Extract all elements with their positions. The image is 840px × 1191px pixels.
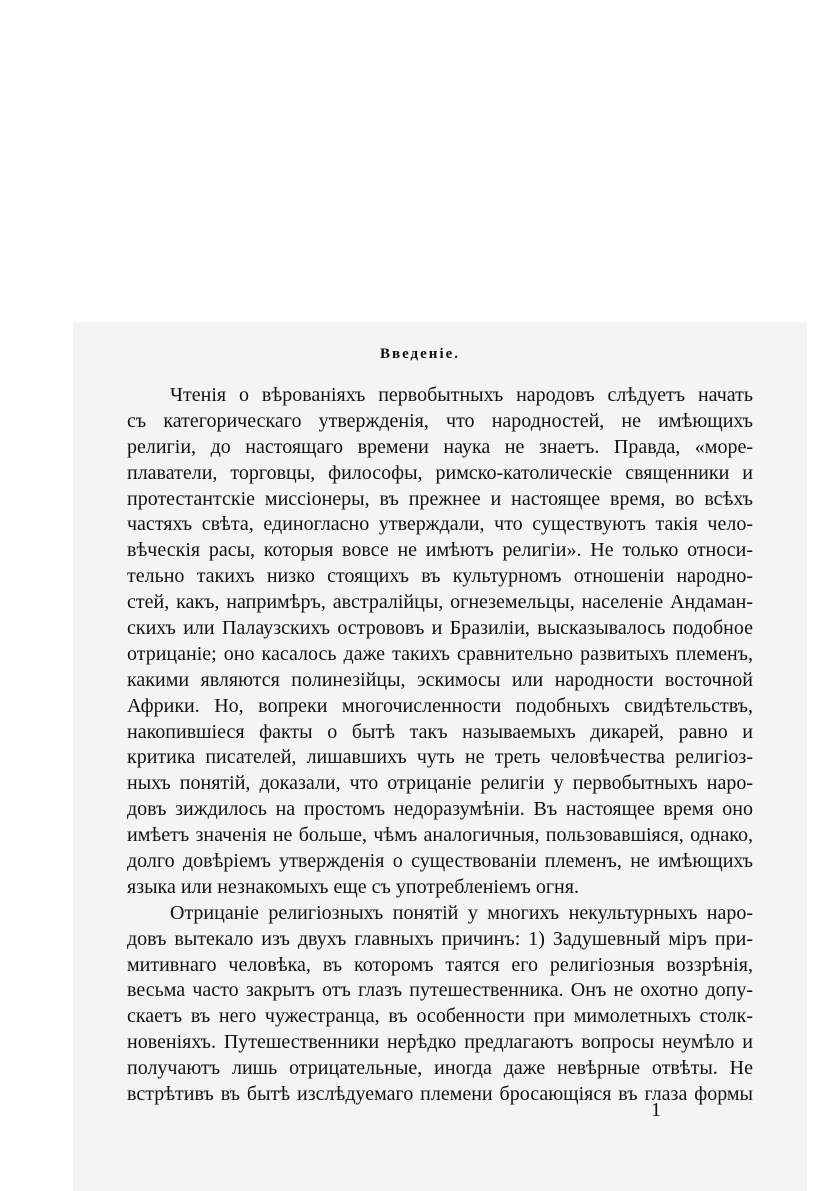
text-line: Чтенія о вѣрованіяхъ первобытныхъ народовъ слѣдуетъ начать (170, 384, 753, 406)
text-line: частяхъ свѣта, единогласно утверждали, что существуютъ такія чело- (127, 513, 753, 536)
text-line: весьма часто закрытъ отъ глазъ путешественника. Онъ не охотно допу- (127, 979, 753, 1002)
page-number: 1 (651, 1099, 661, 1121)
text-line: получаютъ лишь отрицательные, иногда даже невѣрные отвѣты. Не (127, 1057, 753, 1080)
paragraph-2 (127, 901, 753, 1108)
text-line: Отрицаніе религіозныхъ понятій у многихъ некультурныхъ наро- (170, 901, 753, 924)
text-line: митивнаго человѣка, въ которомъ таятся его религіозныя воззрѣнія, (127, 953, 753, 976)
text-line: новеніяхъ. Путешественники нерѣдко предлагаютъ вопросы неумѣло и (127, 1031, 753, 1054)
text-line: отрицаніе; оно касалось даже такихъ сравнительно развитыхъ племенъ, (127, 642, 753, 665)
text-line: ныхъ понятій, доказали, что отрицаніе религіи у первобытныхъ наро- (127, 772, 753, 795)
text-line: скихъ или Палаузскихъ острововъ и Бразиліи, высказывалось подобное (127, 617, 753, 640)
text-line: протестантскіе миссіонеры, въ прежнее и настоящее время, во всѣхъ (127, 487, 753, 510)
page-heading: Введеніе. (379, 346, 461, 362)
body-text (127, 383, 753, 1108)
text-line: съ категорическаго утвержденія, что народностей, не имѣющихъ (127, 409, 753, 432)
text-line: какими являются полинезійцы, эскимосы или народности восточной (127, 668, 753, 691)
text-line: языка или незнакомыхъ еще съ употребленіемъ огня. (127, 875, 579, 898)
text-line: довъ вытекало изъ двухъ главныхъ причинъ: 1) Задушевный міръ при- (127, 927, 753, 950)
text-line: вѣческія расы, которыя вовсе не имѣютъ религіи». Не только относи- (127, 539, 753, 562)
paragraph-1 (127, 383, 753, 901)
text-line: критика писателей, лишавшихъ чуть не треть человѣчества религіоз- (127, 746, 753, 769)
text-line: стей, какъ, напримѣръ, австралійцы, огнеземельцы, населеніе Андаман- (127, 591, 753, 614)
text-line: довъ зиждилось на простомъ недоразумѣніи. Въ настоящее время оно (127, 798, 753, 821)
text-line: скаетъ въ него чужестранца, въ особенности при мимолетныхъ столк- (127, 1005, 753, 1028)
text-line: религіи, до настоящаго времени наука не знаетъ. Правда, «море- (127, 435, 753, 458)
text-line: накопившіеся факты о бытѣ такъ называемыхъ дикарей, равно и (127, 720, 753, 743)
text-line: Африки. Но, вопреки многочисленности подобныхъ свидѣтельствъ, (127, 694, 753, 717)
text-line: тельно такихъ низко стоящихъ въ культурномъ отношеніи народно- (127, 565, 753, 588)
text-line: плаватели, торговцы, философы, римско-католическіе священники и (127, 461, 753, 484)
text-line: имѣетъ значенія не больше, чѣмъ аналогичныя, пользовавшіяся, однако, (127, 824, 753, 847)
text-line: встрѣтивъ въ бытѣ изслѣдуемаго племени бросающіяся въ глаза формы (127, 1083, 753, 1106)
text-line: долго довѣріемъ утвержденія о существованіи племенъ, не имѣющихъ (127, 850, 753, 873)
